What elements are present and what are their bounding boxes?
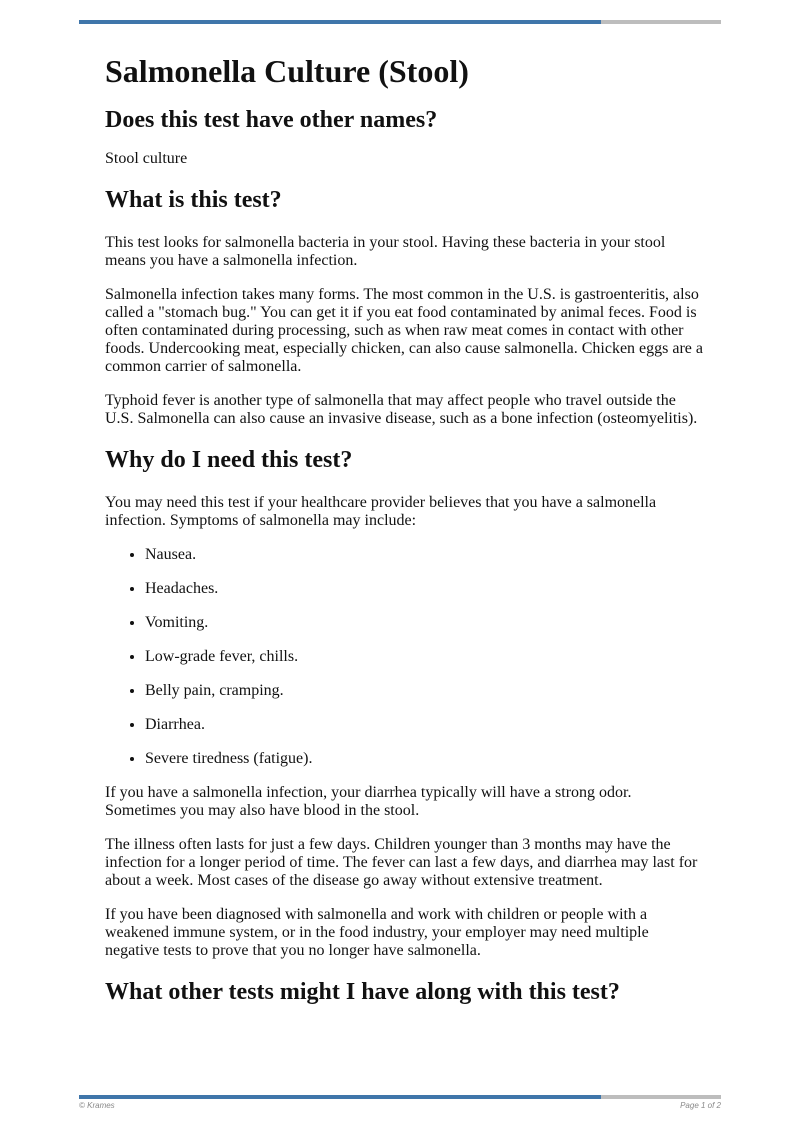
paragraph: If you have a salmonella infection, your diarrhea typically will have a strong odor. Sometimes you may also have blood in the stool. — [105, 784, 632, 819]
document-body — [105, 52, 705, 1022]
section-heading-other-names: Does this test have other names? — [105, 107, 438, 133]
page-title: Salmonella Culture (Stool) — [105, 53, 469, 89]
header-progress-fill — [79, 20, 601, 24]
symptoms-list — [105, 546, 705, 768]
footer-progress-fill — [79, 1095, 601, 1099]
paragraph: If you have been diagnosed with salmonella and work with children or people with a weakened immune system, or in the food industry, your employer may need multiple negative tests to prove that you no longer have salmonella. — [105, 906, 649, 959]
paragraph: This test looks for salmonella bacteria in your stool. Having these bacteria in your stool means you have a salmonella infection. — [105, 234, 666, 269]
list-item: • Diarrhea. — [145, 716, 705, 734]
footer-copyright: © Krames — [79, 1101, 115, 1110]
list-item: • Vomiting. — [145, 614, 705, 632]
header-progress-bar — [79, 20, 721, 24]
paragraph: The illness often lasts for just a few days. Children younger than 3 months may have the infection for a longer period of time. The fever can last a few days, and diarrhea may last for about a week. Most cases of the disease go away without extensive treatment. — [105, 836, 698, 889]
paragraph: Stool culture — [105, 150, 188, 167]
section-heading-what-is: What is this test? — [105, 187, 282, 213]
list-item: • Headaches. — [145, 580, 705, 598]
footer-page-number: Page 1 of 2 — [680, 1101, 721, 1110]
section-heading-other-tests: What other tests might I have along with this test? — [105, 979, 620, 1005]
list-item: • Belly pain, cramping. — [145, 682, 705, 700]
section-heading-why-need: Why do I need this test? — [105, 447, 353, 473]
footer-progress-bar — [79, 1095, 721, 1099]
paragraph: You may need this test if your healthcare provider believes that you have a salmonella infection. Symptoms of salmonella may include: — [105, 494, 657, 529]
list-item: • Severe tiredness (fatigue). — [145, 750, 705, 768]
paragraph: Salmonella infection takes many forms. The most common in the U.S. is gastroenteritis, also called a "stomach bug." You can get it if you eat food contaminated by animal feces. Food is often contaminated during processing, such as when raw meat comes in contact with other foods. Undercooking meat, especially chicken, can also cause salmonella. Chicken eggs are a common carrier of salmonella. — [105, 286, 703, 375]
list-item: • Nausea. — [145, 546, 705, 564]
paragraph: Typhoid fever is another type of salmonella that may affect people who travel outside the U.S. Salmonella can also cause an invasive disease, such as a bone infection (osteomyelitis). — [105, 392, 698, 427]
list-item: • Low-grade fever, chills. — [145, 648, 705, 666]
